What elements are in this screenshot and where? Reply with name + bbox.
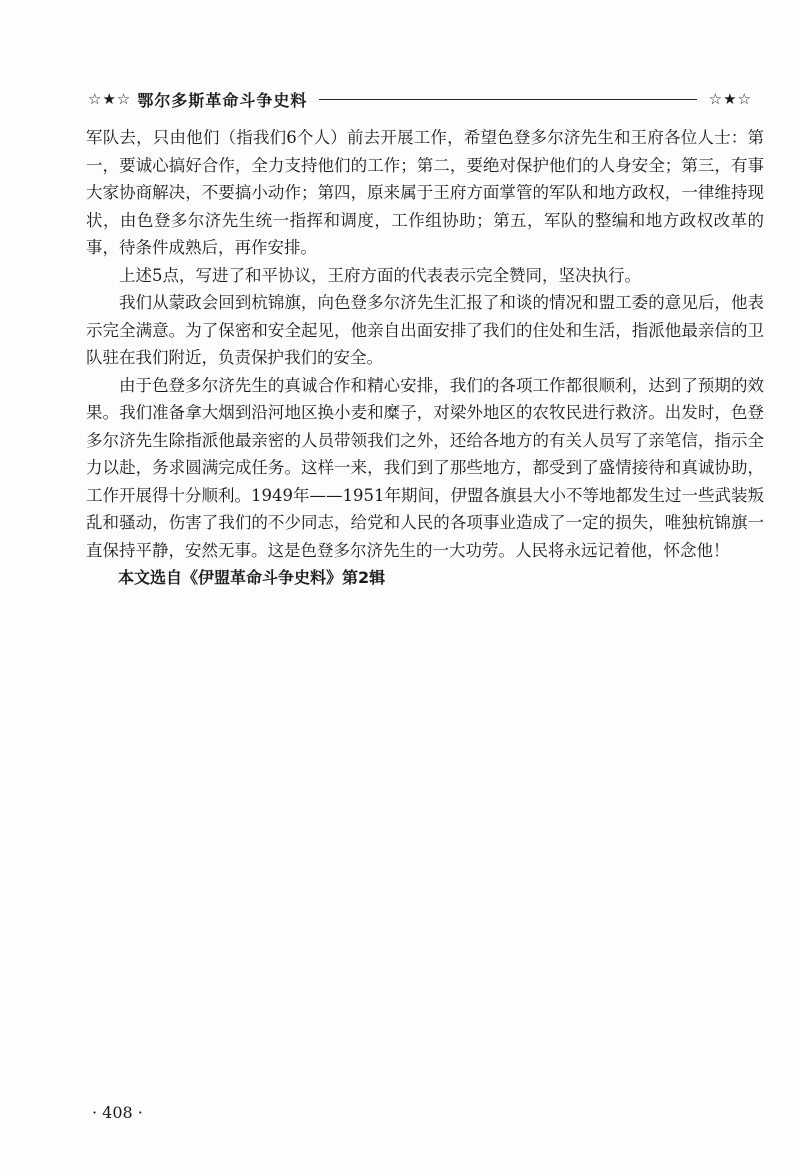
source-note: 本文选自《伊盟革命斗争史料》第2辑 [118,568,386,587]
header-stars-left: ☆★☆ [88,90,132,108]
paragraph: 上述5点，写进了和平协议，王府方面的代表表示完全赞同，坚决执行。 [119,265,641,285]
header-title: 鄂尔多斯革命斗争史料 [137,90,308,110]
page-number: · 408 · [92,1103,143,1122]
body-text [86,124,764,592]
running-header [88,84,752,114]
paragraph-continued: 军队去，只由他们（指我们6个人）前去开展工作，希望色登多尔济先生和王府各位人士：第一，要诚心搞好合作，全力支持他们的工作；第二，要绝对保护他们的人身安全；第三，有事大家协商解决，不要搞小动作；第四，原来属于王府方面掌管的军队和地方政权，一律维持现状，由色登多尔济先生统一指挥和调度，工作组协助；第五，军队的整编和地方政权改革的事，待条件成熟后，再作安排。 [86,128,764,257]
paragraph: 由于色登多尔济先生的真诚合作和精心安排，我们的各项工作都很顺利，达到了预期的效果。我们准备拿大烟到沿河地区换小麦和糜子，对梁外地区的农牧民进行救济。出发时，色登多尔济先生除指派他最亲密的人员带领我们之外，还给各地方的有关人员写了亲笔信，指示全力以赴，务求圆满完成任务。这样一来，我们到了那些地方，都受到了盛情接待和真诚协助，工作开展得十分顺利。1949年——1951年期间，伊盟各旗县大小不等地都发生过一些武装叛乱和骚动，伤害了我们的不少同志，给党和人民的各项事业造成了一定的损失，唯独杭锦旗一直保持平静，安然无事。这是色登多尔济先生的一大功劳。人民将永远记着他，怀念他！ [86,375,764,560]
header-rule [319,99,696,100]
header-stars-right: ☆★☆ [708,90,752,108]
paragraph: 我们从蒙政会回到杭锦旗，向色登多尔济先生汇报了和谈的情况和盟工委的意见后，他表示完全满意。为了保密和安全起见，他亲自出面安排了我们的住处和生活，指派他最亲信的卫队驻在我们附近，负责保护我们的安全。 [86,293,764,367]
